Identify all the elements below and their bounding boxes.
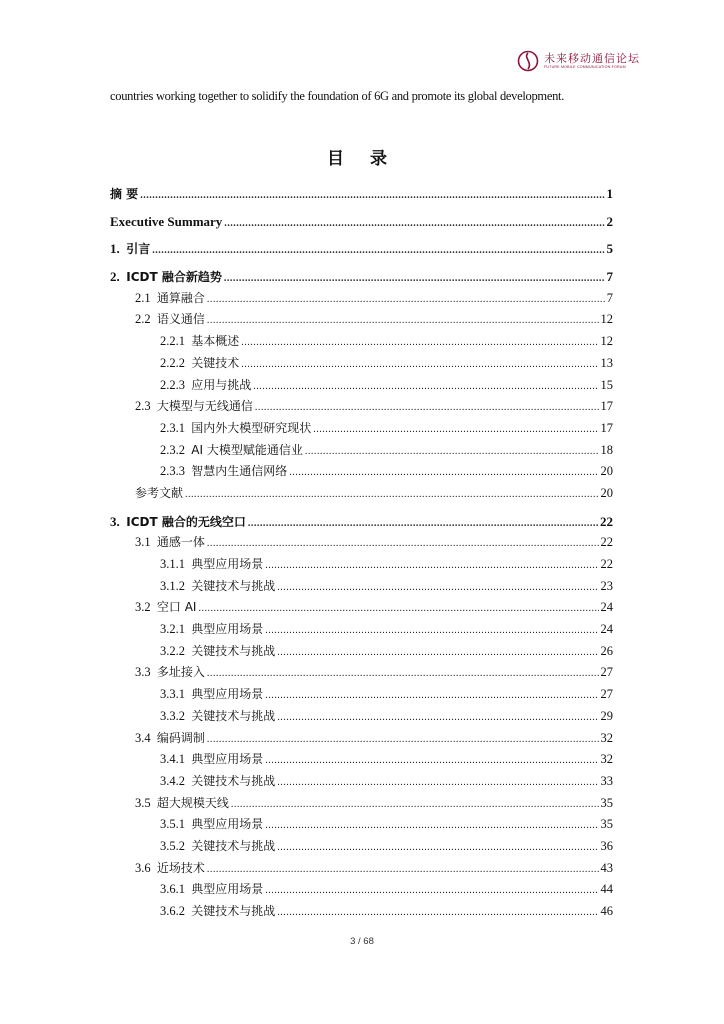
toc-entry-number: 2.2 [135,312,151,327]
toc-entry-title: ICDT 融合新趋势 [126,270,222,285]
toc-entry-label [110,238,152,261]
toc-entry[interactable] [110,331,613,353]
toc-entry-number: 3.3.2 [160,708,185,723]
forum-logo-icon [517,50,539,72]
toc-leader-dots [207,533,599,555]
toc-entry-title: 语义通信 [156,312,205,327]
toc-entry-label [160,814,265,836]
toc-entry-number: 3.1.1 [160,557,185,571]
toc-entry-title: 典型应用场景 [191,557,264,571]
toc-entry[interactable] [110,183,613,205]
toc-leader-dots [248,513,598,535]
toc-entry[interactable] [110,706,613,728]
toc-entry-number: 3.5.1 [160,817,185,832]
toc-entry-title: AI 大模型赋能通信业 [191,442,303,457]
toc-entry-page: 43 [600,860,613,875]
toc-entry-page: 1 [606,186,613,201]
toc-entry-number: 3.6.2 [160,904,185,918]
toc-entry-number: 3.4 [135,730,151,745]
toc-entry-label [110,511,248,534]
toc-entry-page: 29 [600,708,613,723]
toc-entry-title: 智慧内生通信网络 [191,464,288,479]
toc-title: 目 录 [327,149,397,169]
toc-entry[interactable] [110,554,613,576]
toc-entry-number: 3.2.2 [160,643,185,658]
toc-leader-dots [277,642,598,664]
toc-entry-label [160,461,289,483]
toc-entry-page: 27 [600,687,613,702]
toc-entry-label [160,836,277,858]
toc-entry-page: 2 [606,213,613,229]
toc-entry-label [135,288,207,310]
toc-entry[interactable] [110,597,613,619]
toc-entry-title: 应用与挑战 [191,377,252,392]
toc-entry-label [160,353,241,375]
toc-entry-label [135,396,255,418]
toc-entry-page: 33 [600,773,613,788]
toc-entry-title: 典型应用场景 [191,752,264,767]
table-of-contents [110,183,613,923]
toc-entry[interactable] [110,749,613,771]
toc-entry-label [160,749,265,771]
toc-leader-dots [313,419,598,441]
toc-leader-dots [231,794,599,816]
toc-entry[interactable] [110,793,613,815]
toc-leader-dots [253,376,598,398]
toc-entry[interactable] [110,662,613,684]
toc-entry-number: 3.6 [135,860,151,875]
toc-entry-title: 参考文献 [135,485,184,500]
toc-entry-label [160,418,313,440]
toc-leader-dots [207,289,605,311]
toc-leader-dots [277,837,598,859]
toc-entry-page: 24 [600,622,613,637]
toc-entry-label [110,266,224,289]
toc-entry-label [135,597,198,619]
toc-leader-dots [265,750,598,772]
toc-entry-title: 关键技术与挑战 [191,643,276,658]
toc-entry-number: 3.1.2 [160,578,185,593]
toc-entry-page: 26 [600,643,613,658]
toc-entry-title: 超大规模天线 [156,795,229,810]
toc-entry-number: 3.4.2 [160,773,185,788]
toc-entry-label [135,858,207,880]
toc-entry[interactable] [110,728,613,750]
toc-entry-label [160,440,305,462]
toc-entry-page: 12 [600,334,613,349]
toc-entry-page: 20 [600,485,613,500]
toc-entry-title: 大模型与无线通信 [156,399,253,414]
toc-entry-title: 基本概述 [191,334,240,349]
toc-entry-number: 3.2 [135,600,151,615]
toc-leader-dots [207,310,599,332]
toc-entry[interactable] [110,440,613,462]
toc-leader-dots [265,620,598,642]
toc-entry-page: 46 [600,904,613,918]
toc-entry-title: 空口 AI [156,600,197,615]
toc-entry-title: 近场技术 [156,860,205,875]
toc-leader-dots [185,484,598,506]
toc-leader-dots [207,663,599,685]
toc-entry-title: 通算融合 [156,290,205,305]
toc-leader-dots [241,354,598,376]
logo-chinese-text: 未来移动通信论坛 [544,51,640,65]
toc-leader-dots [289,462,598,484]
toc-entry[interactable] [110,619,613,641]
toc-entry-page: 7 [606,269,613,285]
toc-entry-label [160,554,265,576]
toc-entry-page: 13 [600,355,613,370]
toc-entry-label [160,879,265,901]
toc-entry-title: ICDT 融合的无线空口 [126,514,246,529]
toc-entry-number: 2. [110,269,120,285]
toc-entry-page: 44 [600,882,613,897]
toc-entry-label [160,619,265,641]
toc-entry-page: 23 [600,578,613,593]
toc-entry-title: 关键技术 [191,355,240,370]
toc-entry-number: 3.2.1 [160,622,185,637]
toc-entry-title: 典型应用场景 [191,687,264,702]
toc-entry-title: 引言 [126,242,151,257]
forum-logo [517,48,640,74]
toc-entry-page: 27 [600,665,613,680]
toc-leader-dots [224,213,604,235]
toc-entry-number: 1. [110,241,120,257]
toc-entry-page: 35 [600,817,613,832]
toc-entry[interactable] [110,879,613,901]
toc-entry[interactable] [110,836,613,858]
toc-leader-dots [277,707,598,729]
toc-entry-label [135,532,207,554]
toc-entry-title: 国内外大模型研究现状 [191,420,312,435]
toc-entry-title: 关键技术与挑战 [191,773,276,788]
toc-entry[interactable] [110,375,613,397]
toc-entry-page: 36 [600,838,613,853]
toc-entry-title: Executive Summary [110,213,223,229]
toc-entry-page: 18 [600,442,613,457]
toc-entry-title: 关键技术与挑战 [191,708,276,723]
toc-entry-label [135,662,207,684]
toc-leader-dots [305,441,599,463]
toc-entry-label [135,483,185,505]
toc-entry[interactable] [110,396,613,418]
toc-entry-page: 20 [600,464,613,479]
toc-entry-page: 32 [600,752,613,767]
toc-entry-number: 2.2.3 [160,377,185,392]
toc-entry-page: 32 [600,730,613,745]
toc-entry-page: 24 [600,600,613,615]
toc-entry[interactable] [110,814,613,836]
toc-entry-page: 22 [600,535,613,550]
toc-entry[interactable] [110,461,613,483]
toc-entry-page: 35 [600,795,613,810]
toc-entry[interactable] [110,532,613,554]
toc-leader-dots [265,555,598,577]
toc-entry-page: 17 [600,399,613,414]
toc-leader-dots [255,397,599,419]
toc-entry-page: 22 [600,557,613,571]
toc-leader-dots [224,268,605,290]
toc-entry-number: 2.2.1 [160,334,185,349]
toc-entry-number: 2.3 [135,399,151,414]
toc-entry[interactable] [110,901,613,923]
toc-entry-page: 7 [606,290,613,305]
toc-entry-label [135,728,207,750]
toc-leader-dots [207,859,599,881]
toc-entry-label [135,793,231,815]
toc-entry-title: 编码调制 [156,730,205,745]
toc-entry-title: 关键技术与挑战 [191,838,276,853]
toc-entry-label [160,684,265,706]
toc-entry-number: 3.3.1 [160,687,185,702]
toc-entry-title: 典型应用场景 [191,882,264,897]
toc-entry-number: 3.6.1 [160,882,185,897]
toc-entry-title: 关键技术与挑战 [191,578,276,593]
toc-entry[interactable] [110,418,613,440]
toc-leader-dots [277,902,598,924]
toc-leader-dots [265,685,598,707]
toc-entry-page: 17 [600,420,613,435]
toc-entry-label [160,331,241,353]
toc-entry[interactable] [110,266,613,288]
logo-english-text: FUTURE MOBILE COMMUNICATION FORUM [544,64,626,69]
toc-entry-page: 5 [606,241,613,257]
toc-leader-dots [241,332,598,354]
toc-entry[interactable] [110,483,613,505]
toc-entry-number: 2.1 [135,290,151,305]
toc-entry-number: 3.5.2 [160,838,185,853]
toc-entry-page: 22 [600,513,613,529]
toc-entry-page: 12 [600,312,613,327]
toc-entry[interactable] [110,211,613,233]
toc-entry[interactable] [110,511,613,533]
toc-entry[interactable] [110,684,613,706]
toc-entry-label [160,576,277,598]
toc-entry-number: 2.3.1 [160,420,185,435]
toc-entry-number: 2.2.2 [160,355,185,370]
toc-leader-dots [140,185,604,207]
toc-entry[interactable] [110,641,613,663]
toc-entry[interactable] [110,288,613,310]
toc-entry-label [110,183,140,206]
toc-leader-dots [277,577,598,599]
toc-entry[interactable] [110,576,613,598]
toc-leader-dots [265,815,598,837]
toc-leader-dots [152,240,604,262]
toc-entry-label [160,771,277,793]
toc-entry-label [160,375,253,397]
toc-entry-number: 3.3 [135,665,151,680]
toc-entry[interactable] [110,353,613,375]
toc-entry-number: 2.3.3 [160,464,185,479]
toc-entry-title: 摘 要 [110,187,139,201]
toc-entry-number: 3.4.1 [160,752,185,767]
toc-entry-title: 典型应用场景 [191,622,264,637]
toc-leader-dots [207,729,599,751]
toc-entry[interactable] [110,771,613,793]
toc-entry-title: 关键技术与挑战 [191,904,276,918]
toc-entry-label [160,706,277,728]
toc-leader-dots [277,772,598,794]
toc-entry-number: 3. [110,513,120,529]
toc-entry-label [135,309,207,331]
toc-entry-label [160,641,277,663]
toc-entry-label [160,901,277,923]
page-number: 3 / 68 [350,936,374,947]
intro-paragraph: countries working together to solidify the foundation of 6G and promote its global development. [110,89,565,103]
toc-leader-dots [265,880,598,902]
toc-entry-title: 多址接入 [156,665,205,680]
toc-entry-title: 典型应用场景 [191,817,264,832]
toc-entry[interactable] [110,309,613,331]
toc-entry-page: 15 [600,377,613,392]
toc-leader-dots [198,598,598,620]
toc-entry-number: 3.5 [135,795,151,810]
toc-entry-number: 3.1 [135,535,151,550]
toc-entry[interactable] [110,238,613,260]
toc-entry[interactable] [110,858,613,880]
toc-entry-title: 通感一体 [156,535,205,550]
toc-entry-number: 2.3.2 [160,442,185,457]
toc-entry-label [110,211,224,233]
